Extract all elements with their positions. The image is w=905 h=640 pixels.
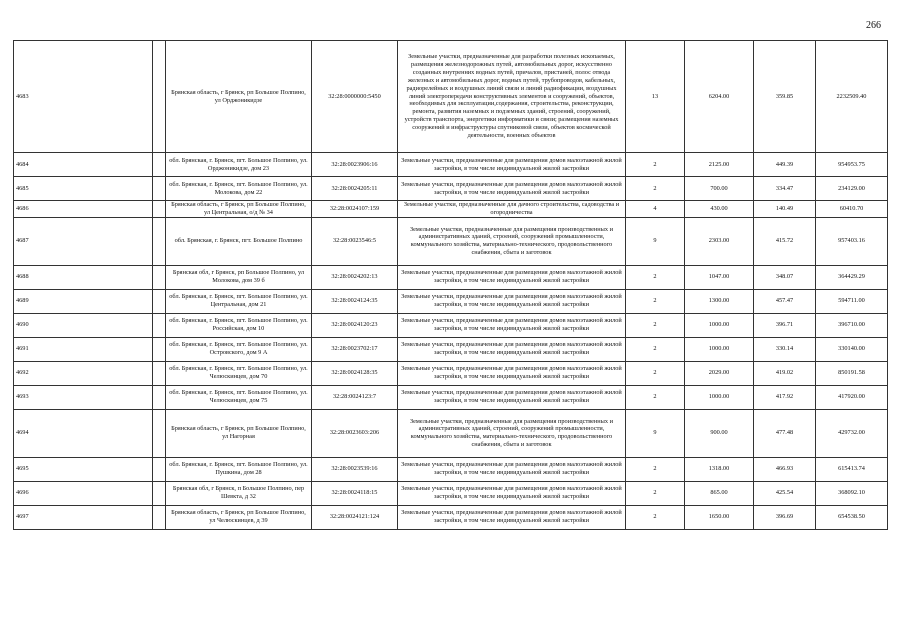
area-cell: 1318.00	[685, 457, 754, 481]
table-row	[14, 457, 888, 481]
cadastral-value-cell: 957403.16	[816, 217, 888, 265]
cadastral-number-cell: 32:28:0023546:5	[312, 217, 398, 265]
use-group-code-cell: 4	[626, 201, 685, 218]
land-use-purpose-cell: Земельные участки, предназначенные для размещения домов малоэтажной жилой застройки, в том числе индивидуальной жилой застройки	[398, 337, 626, 361]
row-number: 4691	[14, 337, 153, 361]
table-row	[14, 505, 888, 529]
use-group-code-cell: 2	[626, 337, 685, 361]
use-group-code-cell: 2	[626, 385, 685, 409]
page-number: 266	[866, 20, 881, 31]
address-cell: обл. Брянская, г. Брянск, пгт. Большое Полпино, ул. Пушкина, дом 28	[166, 457, 312, 481]
area-cell: 1300.00	[685, 289, 754, 313]
use-group-code-cell: 13	[626, 41, 685, 153]
blank-cell	[153, 505, 166, 529]
specific-value-cell: 477.48	[754, 409, 816, 457]
table-row	[14, 481, 888, 505]
land-use-purpose-cell: Земельные участки, предназначенные для размещения производственных и административных зданий, строений, сооружений промышленности, коммунального хозяйства, материально-технического, продовольственного снабжения, сбыта и заготовок	[398, 217, 626, 265]
row-number: 4684	[14, 153, 153, 177]
specific-value-cell: 140.49	[754, 201, 816, 218]
cadastral-number-cell: 32:28:0024120:23	[312, 313, 398, 337]
use-group-code-cell: 2	[626, 177, 685, 201]
address-cell: обл. Брянская, г. Брянск, пгт. Большое Полпино	[166, 217, 312, 265]
address-cell: обл. Брянская, г. Брянск, пгт. Большое Полпино, ул. Челюскинцев, дом 75	[166, 385, 312, 409]
specific-value-cell: 457.47	[754, 289, 816, 313]
land-use-purpose-cell: Земельные участки, предназначенные для дачного строительства, садоводства и огородничества	[398, 201, 626, 218]
land-use-purpose-cell: Земельные участки, предназначенные для размещения домов малоэтажной жилой застройки, в том числе индивидуальной жилой застройки	[398, 177, 626, 201]
land-use-purpose-cell: Земельные участки, предназначенные для размещения домов малоэтажной жилой застройки, в том числе индивидуальной жилой застройки	[398, 385, 626, 409]
table-row	[14, 385, 888, 409]
area-cell: 1650.00	[685, 505, 754, 529]
cadastral-number-cell: 32:28:0024205:11	[312, 177, 398, 201]
address-cell: Брянская обл, г Брянск, п Большое Полпино, пер Шевкта, д 32	[166, 481, 312, 505]
land-use-purpose-cell: Земельные участки, предназначенные для размещения домов малоэтажной жилой застройки, в том числе индивидуальной жилой застройки	[398, 289, 626, 313]
specific-value-cell: 330.14	[754, 337, 816, 361]
land-use-purpose-cell: Земельные участки, предназначенные для размещения домов малоэтажной жилой застройки, в том числе индивидуальной жилой застройки	[398, 265, 626, 289]
address-cell: обл. Брянская, г. Брянск, пгт. Большое Полпино, ул. Орджоникидзе, дом 23	[166, 153, 312, 177]
cadastral-number-cell: 32:28:0024202:13	[312, 265, 398, 289]
blank-cell	[153, 385, 166, 409]
blank-cell	[153, 313, 166, 337]
cadastral-value-cell: 330140.00	[816, 337, 888, 361]
blank-cell	[153, 41, 166, 153]
specific-value-cell: 466.93	[754, 457, 816, 481]
blank-cell	[153, 361, 166, 385]
cadastral-value-cell: 234129.00	[816, 177, 888, 201]
cadastral-value-cell: 429732.00	[816, 409, 888, 457]
row-number: 4694	[14, 409, 153, 457]
address-cell: Брянская обл, г Брянск, рп Большое Полпино, ул Молокова, дом 39 б	[166, 265, 312, 289]
specific-value-cell: 396.71	[754, 313, 816, 337]
area-cell: 1000.00	[685, 385, 754, 409]
blank-cell	[153, 481, 166, 505]
cadastral-number-cell: 32:28:0024118:15	[312, 481, 398, 505]
land-plot-table	[13, 40, 888, 530]
cadastral-value-cell: 396710.00	[816, 313, 888, 337]
cadastral-value-cell: 615413.74	[816, 457, 888, 481]
table-body	[14, 41, 888, 530]
use-group-code-cell: 2	[626, 361, 685, 385]
row-number: 4686	[14, 201, 153, 218]
cadastral-number-cell: 32:28:0000000:5450	[312, 41, 398, 153]
row-number: 4693	[14, 385, 153, 409]
blank-cell	[153, 201, 166, 218]
cadastral-value-cell: 417920.00	[816, 385, 888, 409]
blank-cell	[153, 457, 166, 481]
table-row	[14, 177, 888, 201]
address-cell: обл. Брянская, г. Брянск, пгт. Большое Полпино, ул. Центральная, дом 21	[166, 289, 312, 313]
table-row	[14, 409, 888, 457]
use-group-code-cell: 2	[626, 481, 685, 505]
address-cell: обл. Брянская, г. Брянск, пгт. Большое Полпино, ул. Молокова, дом 22	[166, 177, 312, 201]
cadastral-value-cell: 368092.10	[816, 481, 888, 505]
row-number: 4683	[14, 41, 153, 153]
blank-cell	[153, 153, 166, 177]
cadastral-value-cell: 850191.58	[816, 361, 888, 385]
area-cell: 6204.00	[685, 41, 754, 153]
use-group-code-cell: 2	[626, 265, 685, 289]
area-cell: 2125.00	[685, 153, 754, 177]
land-use-purpose-cell: Земельные участки, предназначенные для размещения домов малоэтажной жилой застройки, в том числе индивидуальной жилой застройки	[398, 457, 626, 481]
cadastral-number-cell: 32:28:0024107:159	[312, 201, 398, 218]
land-use-purpose-cell: Земельные участки, предназначенные для размещения производственных и административных зданий, строений, сооружений промышленности, коммунального хозяйства, материально-технического, продовольственного снабжения, сбыта и заготовок	[398, 409, 626, 457]
area-cell: 1000.00	[685, 337, 754, 361]
row-number: 4689	[14, 289, 153, 313]
table-row	[14, 41, 888, 153]
address-cell: обл. Брянская, г. Брянск, пгт. Большое Полпино, ул. Челюскинцев, дом 70	[166, 361, 312, 385]
land-use-purpose-cell: Земельные участки, предназначенные для разработки полезных ископаемых, размещения железнодорожных путей, автомобильных дорог, искусственно созданных внутренних водных путей, причалов, пристаней, полос отвода железных и автомобильных дорог, водных путей, трубопроводов, кабельных, радиорелейных и воздушных линий связи и линий радиофикации, воздушных линий электропередачи конструктивных элементов и сооружений, объектов, необходимых для эксплуатации,содержания, строительства, реконструкции, ремонта, развития наземных и подземных зданий, строений, сооружений, устройств транспорта, энергетики информатики и связи; размещения наземных сооружений и инфраструктуры спутниковой связи, объектов космической деятельности, военных объектов	[398, 41, 626, 153]
address-cell: Брянская область, г Брянск, рп Большое Полпино, ул Орджоникидзе	[166, 41, 312, 153]
blank-cell	[153, 177, 166, 201]
row-number: 4696	[14, 481, 153, 505]
cadastral-number-cell: 32:28:0023539:16	[312, 457, 398, 481]
address-cell: Брянская область, г Брянск, рп Большое Полпино, ул Нагорная	[166, 409, 312, 457]
address-cell: обл. Брянская, г. Брянск, пгт. Большое Полпино, ул. Островского, дом 9 А	[166, 337, 312, 361]
table-row	[14, 313, 888, 337]
specific-value-cell: 425.54	[754, 481, 816, 505]
row-number: 4690	[14, 313, 153, 337]
table-row	[14, 265, 888, 289]
table-row	[14, 201, 888, 218]
table-row	[14, 217, 888, 265]
area-cell: 865.00	[685, 481, 754, 505]
specific-value-cell: 415.72	[754, 217, 816, 265]
specific-value-cell: 449.39	[754, 153, 816, 177]
land-use-purpose-cell: Земельные участки, предназначенные для размещения домов малоэтажной жилой застройки, в том числе индивидуальной жилой застройки	[398, 153, 626, 177]
area-cell: 430.00	[685, 201, 754, 218]
specific-value-cell: 359.85	[754, 41, 816, 153]
cadastral-value-cell: 60410.70	[816, 201, 888, 218]
land-use-purpose-cell: Земельные участки, предназначенные для размещения домов малоэтажной жилой застройки, в том числе индивидуальной жилой застройки	[398, 313, 626, 337]
cadastral-number-cell: 32:28:0024128:35	[312, 361, 398, 385]
specific-value-cell: 396.69	[754, 505, 816, 529]
address-cell: Брянская область, г Брянск, рп Большое Полпино, ул Челюскинцев, д 39	[166, 505, 312, 529]
cadastral-number-cell: 32:28:0024121:124	[312, 505, 398, 529]
blank-cell	[153, 337, 166, 361]
use-group-code-cell: 2	[626, 313, 685, 337]
land-use-purpose-cell: Земельные участки, предназначенные для размещения домов малоэтажной жилой застройки, в том числе индивидуальной жилой застройки	[398, 481, 626, 505]
use-group-code-cell: 2	[626, 505, 685, 529]
row-number: 4685	[14, 177, 153, 201]
use-group-code-cell: 2	[626, 289, 685, 313]
table-row	[14, 289, 888, 313]
use-group-code-cell: 9	[626, 409, 685, 457]
row-number: 4692	[14, 361, 153, 385]
cadastral-value-cell: 954953.75	[816, 153, 888, 177]
area-cell: 2303.00	[685, 217, 754, 265]
specific-value-cell: 334.47	[754, 177, 816, 201]
blank-cell	[153, 289, 166, 313]
area-cell: 900.00	[685, 409, 754, 457]
area-cell: 1000.00	[685, 313, 754, 337]
address-cell: Брянская область, г Брянск, рп Большое Полпино, ул Центральная, о/д № 34	[166, 201, 312, 218]
use-group-code-cell: 2	[626, 457, 685, 481]
cadastral-number-cell: 32:28:0023702:17	[312, 337, 398, 361]
specific-value-cell: 348.07	[754, 265, 816, 289]
blank-cell	[153, 265, 166, 289]
specific-value-cell: 419.02	[754, 361, 816, 385]
specific-value-cell: 417.92	[754, 385, 816, 409]
table-row	[14, 361, 888, 385]
row-number: 4688	[14, 265, 153, 289]
blank-cell	[153, 409, 166, 457]
use-group-code-cell: 9	[626, 217, 685, 265]
cadastral-number-cell: 32:28:0023603:206	[312, 409, 398, 457]
cadastral-number-cell: 32:28:0023906:16	[312, 153, 398, 177]
cadastral-value-cell: 654538.50	[816, 505, 888, 529]
cadastral-number-cell: 32:28:0024124:35	[312, 289, 398, 313]
area-cell: 700.00	[685, 177, 754, 201]
row-number: 4697	[14, 505, 153, 529]
use-group-code-cell: 2	[626, 153, 685, 177]
area-cell: 1047.00	[685, 265, 754, 289]
address-cell: обл. Брянская, г. Брянск, пгт. Большое Полпино, ул. Российская, дом 10	[166, 313, 312, 337]
area-cell: 2029.00	[685, 361, 754, 385]
land-use-purpose-cell: Земельные участки, предназначенные для размещения домов малоэтажной жилой застройки, в том числе индивидуальной жилой застройки	[398, 505, 626, 529]
cadastral-value-cell: 2232509.40	[816, 41, 888, 153]
row-number: 4695	[14, 457, 153, 481]
cadastral-number-cell: 32:28:0024123:7	[312, 385, 398, 409]
cadastral-value-cell: 594711.00	[816, 289, 888, 313]
table-row	[14, 153, 888, 177]
blank-cell	[153, 217, 166, 265]
cadastral-value-cell: 364429.29	[816, 265, 888, 289]
row-number: 4687	[14, 217, 153, 265]
table-row	[14, 337, 888, 361]
land-use-purpose-cell: Земельные участки, предназначенные для размещения домов малоэтажной жилой застройки, в том числе индивидуальной жилой застройки	[398, 361, 626, 385]
